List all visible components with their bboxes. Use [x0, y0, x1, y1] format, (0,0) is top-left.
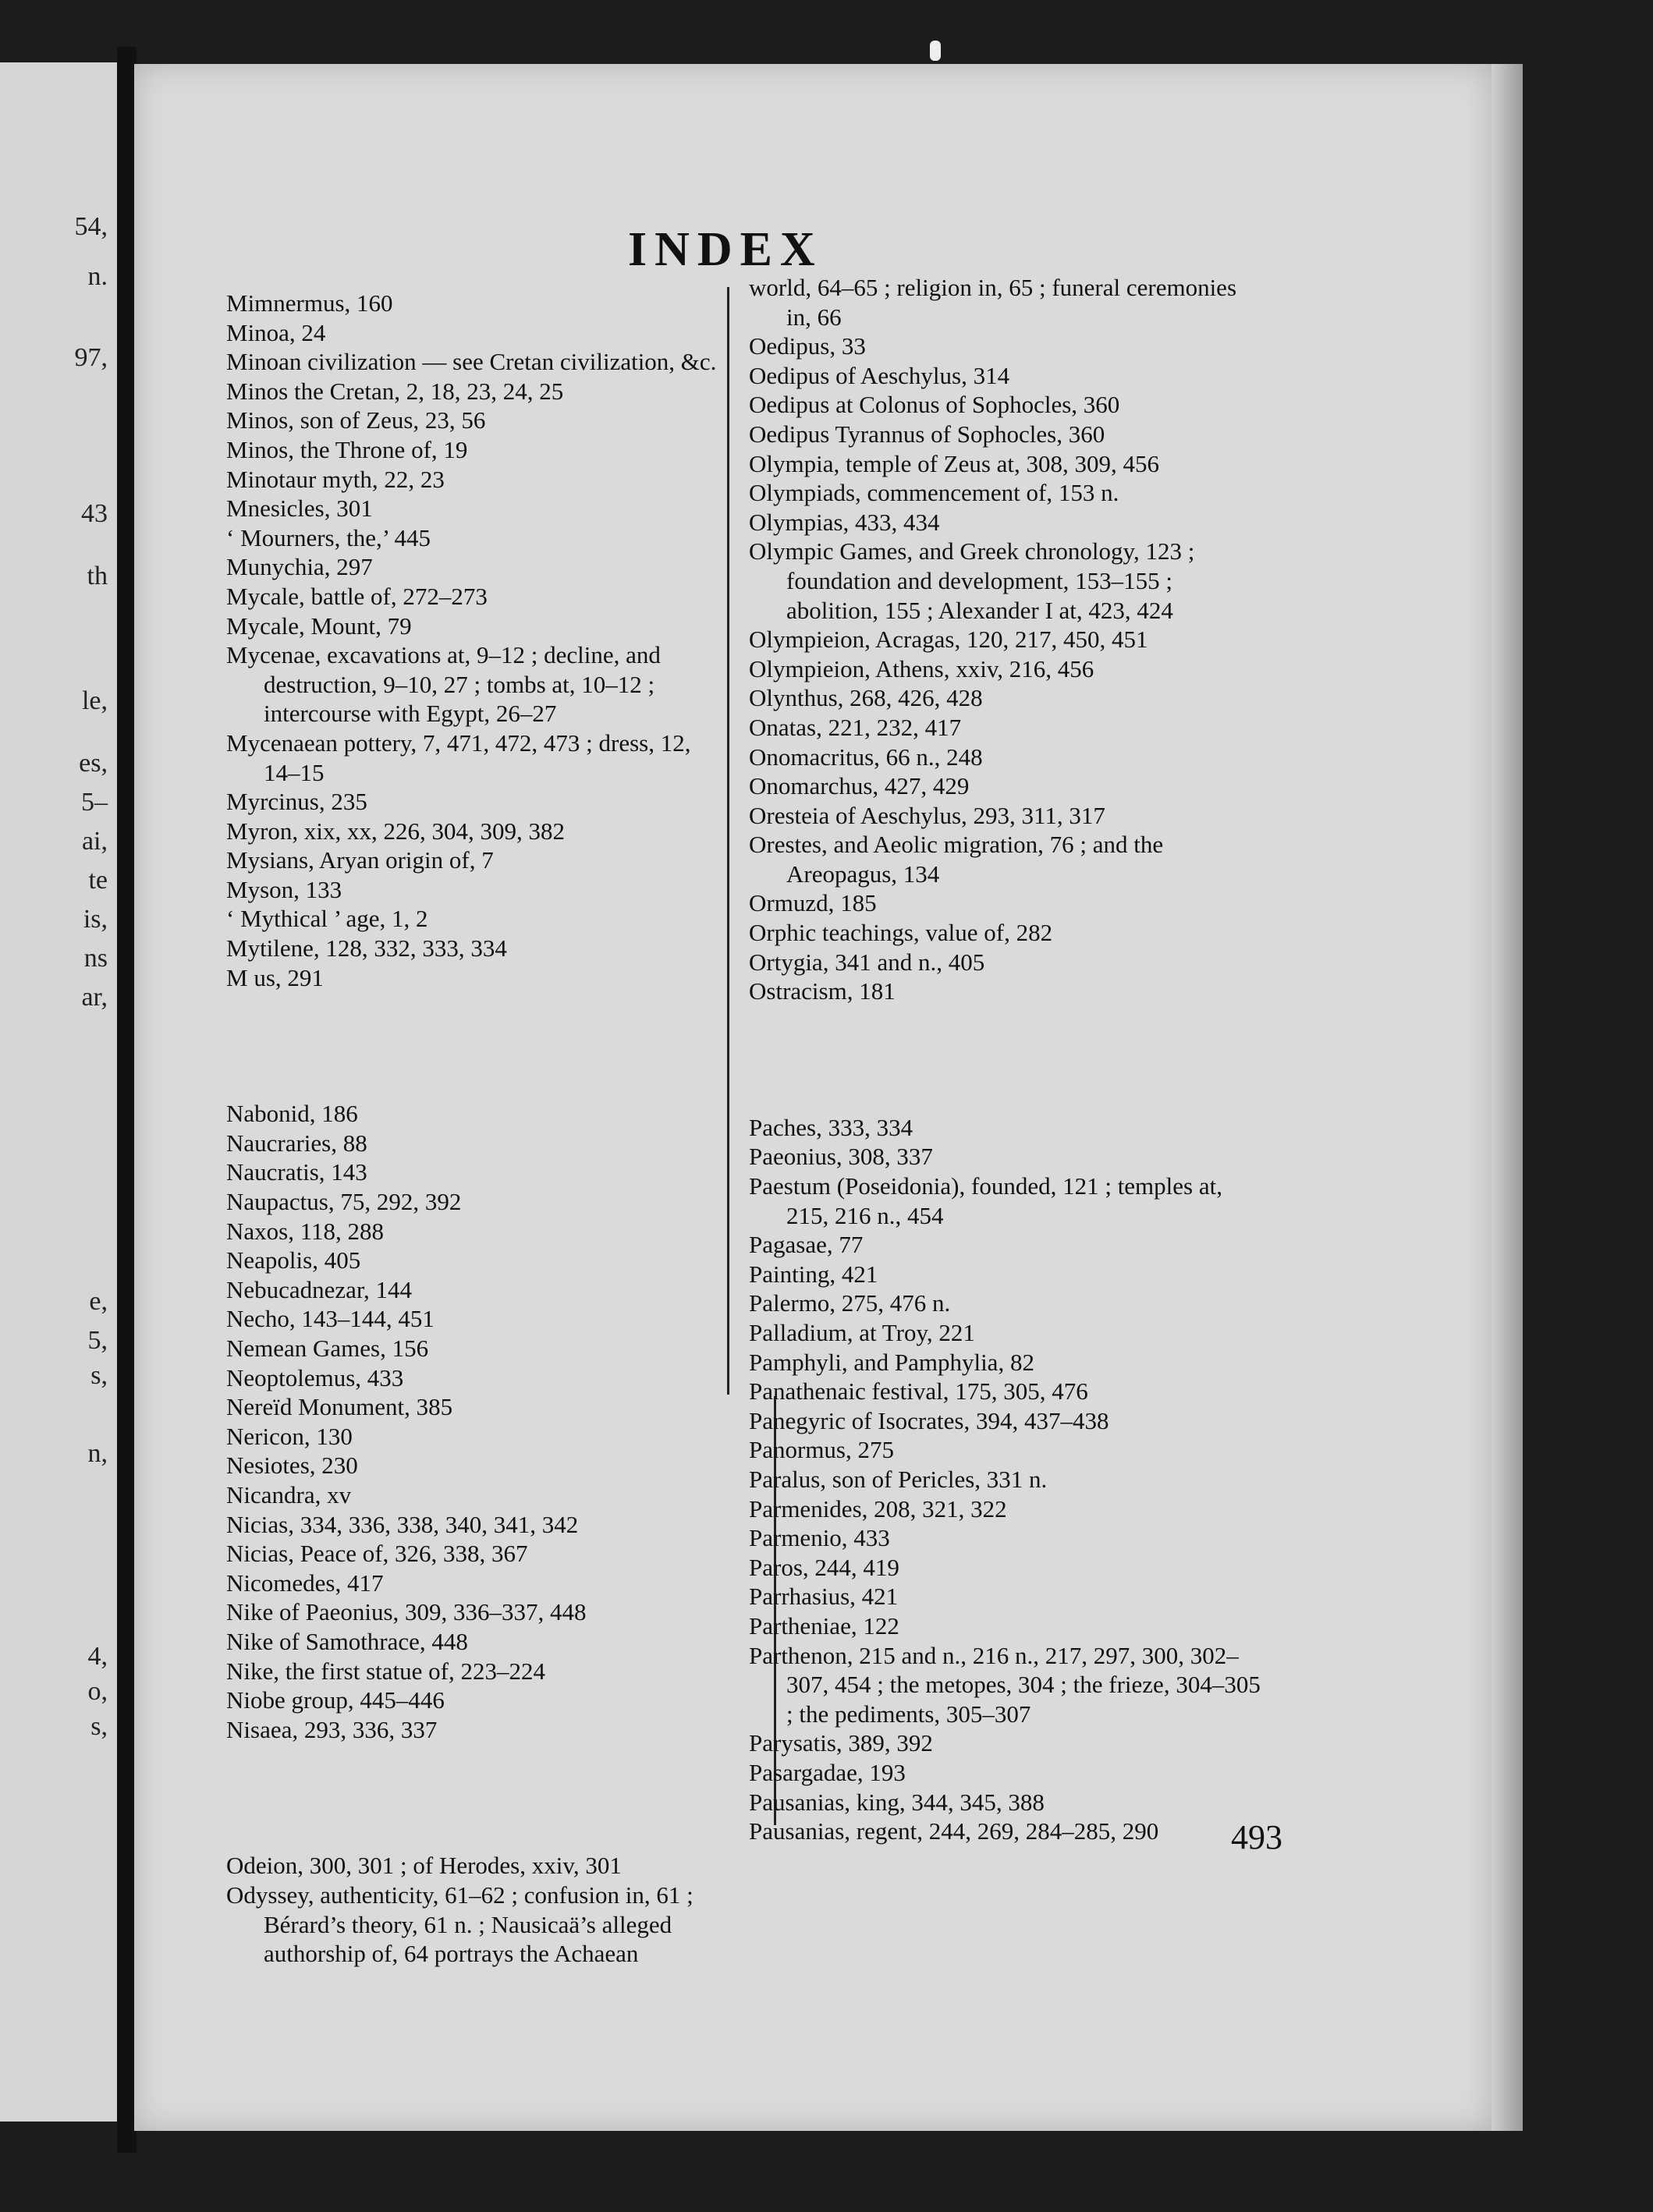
index-entry: Panathenaic festival, 175, 305, 476 — [749, 1377, 1088, 1406]
index-entry: Odeion, 300, 301 ; of Herodes, xxiv, 301 — [226, 1852, 622, 1880]
index-entry: Naucraries, 88 — [226, 1129, 367, 1157]
index-entry: Oresteia of Aeschylus, 293, 311, 317 — [749, 801, 1105, 829]
index-entry: Paches, 333, 334 — [749, 1113, 913, 1141]
facing-page-fragment: o, — [87, 1677, 108, 1706]
index-entry: Nicomedes, 417 — [226, 1569, 384, 1597]
index-entry: Pamphyli, and Pamphylia, 82 — [749, 1348, 1034, 1376]
facing-page — [0, 62, 117, 2122]
index-entry: Nebucadnezar, 144 — [226, 1275, 413, 1303]
index-entry: Minos, son of Zeus, 23, 56 — [226, 406, 486, 434]
index-entry: Paros, 244, 419 — [749, 1553, 899, 1581]
index-entry: Panormus, 275 — [749, 1436, 894, 1464]
facing-page-fragment: 54, — [74, 212, 108, 241]
index-entry: Myson, 133 — [226, 875, 342, 903]
index-entry: world, 64–65 ; religion in, 65 ; funeral ceremonies in, 66 — [749, 274, 1237, 331]
facing-page-fragment: 5, — [87, 1326, 108, 1355]
index-entry: Paestum (Poseidonia), founded, 121 ; temples at, 215, 216 n., 454 — [749, 1172, 1222, 1229]
index-entry: Olympias, 433, 434 — [749, 508, 940, 536]
index-entry: Nemean Games, 156 — [226, 1335, 429, 1362]
index-entry: Oedipus Tyrannus of Sophocles, 360 — [749, 420, 1105, 448]
index-entry: Nike of Paeonius, 309, 336–337, 448 — [226, 1598, 587, 1626]
index-entry: ‘ Mythical ’ age, 1, 2 — [226, 905, 428, 933]
index-entry: Minoan civilization — see Cretan civilization, &c. — [226, 348, 717, 376]
facing-page-fragment: 4, — [87, 1642, 108, 1671]
page-number: 493 — [1231, 1818, 1282, 1856]
facing-page-fragment: te — [88, 866, 108, 895]
index-entry: Nicias, 334, 336, 338, 340, 341, 342 — [226, 1510, 579, 1538]
index-entry: Munychia, 297 — [226, 553, 373, 581]
index-entry: Nesiotes, 230 — [226, 1452, 358, 1480]
facing-page-fragment: is, — [83, 905, 108, 934]
index-entry: Onomacritus, 66 n., 248 — [749, 743, 983, 771]
page-title: INDEX — [628, 223, 823, 276]
index-column-left — [226, 289, 718, 1969]
index-entry: Mysians, Aryan origin of, 7 — [226, 846, 494, 874]
index-entry: Odyssey, authenticity, 61–62 ; confusion in, 61 ; Bérard’s theory, 61 n. ; Nausicaä’s alleged authorship of, 64 portrays the Achaean — [226, 1881, 693, 1968]
index-entry: Panegyric of Isocrates, 394, 437–438 — [749, 1406, 1109, 1434]
index-entry: Mimnermus, 160 — [226, 289, 393, 317]
index-entry: Nicandra, xv — [226, 1480, 352, 1508]
index-entry: Palermo, 275, 476 n. — [749, 1289, 951, 1317]
index-entry: Orphic teachings, value of, 282 — [749, 919, 1053, 947]
index-entry: Niobe group, 445–446 — [226, 1686, 445, 1714]
scan-mark — [930, 41, 941, 61]
facing-page-fragment: th — [87, 562, 108, 590]
index-entry: Pausanias, regent, 244, 269, 284–285, 290 — [749, 1817, 1159, 1845]
facing-page-fragment: 97, — [74, 343, 108, 372]
facing-page-fragment: 43 — [81, 499, 108, 528]
index-entry: Nisaea, 293, 336, 337 — [226, 1715, 438, 1743]
facing-page-fragment: ns — [83, 944, 108, 973]
index-entry: Paralus, son of Pericles, 331 n. — [749, 1465, 1048, 1493]
facing-page-fragment: le, — [81, 686, 108, 715]
index-entry: Ostracism, 181 — [749, 977, 896, 1005]
index-entry: Parrhasius, 421 — [749, 1583, 899, 1611]
index-entry: Neapolis, 405 — [226, 1246, 361, 1274]
index-entry: Painting, 421 — [749, 1260, 878, 1288]
index-entry: Mycenaean pottery, 7, 471, 472, 473 ; dress, 12, 14–15 — [226, 728, 691, 786]
index-entry: Nicias, Peace of, 326, 338, 367 — [226, 1540, 528, 1568]
index-entry: Nereïd Monument, 385 — [226, 1393, 453, 1421]
index-entry: Mnesicles, 301 — [226, 495, 373, 523]
section-gap — [226, 1768, 718, 1827]
index-entry: Minos the Cretan, 2, 18, 23, 24, 25 — [226, 377, 564, 405]
index-entry: Minoa, 24 — [226, 318, 326, 346]
index-entry: Ortygia, 341 and n., 405 — [749, 948, 985, 976]
section-gap — [226, 1016, 718, 1075]
facing-page-fragment: e, — [89, 1287, 108, 1316]
index-entry: Minos, the Throne of, 19 — [226, 435, 468, 463]
index-entry: Partheniae, 122 — [749, 1611, 899, 1640]
facing-page-fragment: n, — [87, 1439, 108, 1468]
facing-page-fragment: ai, — [81, 827, 108, 856]
index-entry: Pausanias, king, 344, 345, 388 — [749, 1788, 1045, 1816]
index-entry: Olympic Games, and Greek chronology, 123 ; foundation and development, 153–155 ; abolition, 155 ; Alexander I at, 423, 424 — [749, 537, 1195, 624]
facing-page-fragment: ar, — [81, 983, 108, 1012]
index-entry: Nike of Samothrace, 448 — [226, 1627, 468, 1655]
index-entry: Parthenon, 215 and n., 216 n., 217, 297, 300, 302–307, 454 ; the metopes, 304 ; the frieze, 304–305 ; the pediments, 305–307 — [749, 1641, 1261, 1728]
index-entry: Mycale, battle of, 272–273 — [226, 582, 488, 610]
index-entry: Paeonius, 308, 337 — [749, 1143, 933, 1171]
index-entry: Naupactus, 75, 292, 392 — [226, 1188, 462, 1216]
section-gap — [749, 1030, 1264, 1089]
index-entry: Palladium, at Troy, 221 — [749, 1319, 975, 1346]
index-entry: ‘ Mourners, the,’ 445 — [226, 523, 431, 551]
index-entry: Orestes, and Aeolic migration, 76 ; and the Areopagus, 134 — [749, 831, 1164, 888]
facing-page-fragment: 5– — [81, 788, 108, 817]
index-entry: Olympiads, commencement of, 153 n. — [749, 479, 1119, 507]
index-entry: Nabonid, 186 — [226, 1100, 358, 1128]
index-entry: Parmenides, 208, 321, 322 — [749, 1494, 1007, 1523]
index-entry: Mycenae, excavations at, 9–12 ; decline, and destruction, 9–10, 27 ; tombs at, 10–12 ; intercourse with Egypt, 26–27 — [226, 641, 661, 728]
index-entry: Oedipus of Aeschylus, 314 — [749, 361, 1010, 389]
index-entry: Neoptolemus, 433 — [226, 1363, 404, 1391]
column-divider — [727, 287, 729, 1395]
page-edge — [1492, 64, 1523, 2131]
index-entry: Pagasae, 77 — [749, 1231, 864, 1259]
facing-page-fragment: s, — [90, 1361, 108, 1390]
index-entry: Necho, 143–144, 451 — [226, 1305, 435, 1333]
index-entry: Pasargadae, 193 — [749, 1758, 906, 1786]
index-entry: Onatas, 221, 232, 417 — [749, 713, 962, 741]
index-entry: Myron, xix, xx, 226, 304, 309, 382 — [226, 817, 565, 845]
index-entry: Nike, the first statue of, 223–224 — [226, 1657, 545, 1685]
index-entry: Onomarchus, 427, 429 — [749, 772, 970, 800]
facing-page-fragment: n. — [87, 262, 108, 291]
facing-page-text-fragments — [0, 62, 117, 2122]
index-entry: Myrcinus, 235 — [226, 788, 367, 816]
index-entry: Minotaur myth, 22, 23 — [226, 465, 445, 493]
index-entry: Oedipus at Colonus of Sophocles, 360 — [749, 391, 1120, 419]
index-entry: M us, 291 — [226, 963, 324, 991]
index-entry: Ormuzd, 185 — [749, 889, 877, 917]
index-entry: Parysatis, 389, 392 — [749, 1729, 933, 1757]
facing-page-fragment: es, — [79, 749, 108, 778]
index-entry: Mycale, Mount, 79 — [226, 611, 412, 640]
index-entry: Mytilene, 128, 332, 333, 334 — [226, 934, 507, 962]
facing-page-fragment: s, — [90, 1712, 108, 1741]
index-entry: Olympia, temple of Zeus at, 308, 309, 456 — [749, 449, 1160, 477]
index-column-right — [749, 273, 1264, 1846]
index-entry: Naucratis, 143 — [226, 1158, 367, 1186]
index-entry: Naxos, 118, 288 — [226, 1217, 385, 1245]
index-entry: Olynthus, 268, 426, 428 — [749, 684, 983, 712]
index-entry: Olympieion, Athens, xxiv, 216, 456 — [749, 654, 1094, 682]
index-entry: Oedipus, 33 — [749, 332, 866, 360]
index-entry: Parmenio, 433 — [749, 1524, 890, 1552]
index-entry: Nericon, 130 — [226, 1422, 353, 1450]
index-entry: Olympieion, Acragas, 120, 217, 450, 451 — [749, 626, 1148, 654]
